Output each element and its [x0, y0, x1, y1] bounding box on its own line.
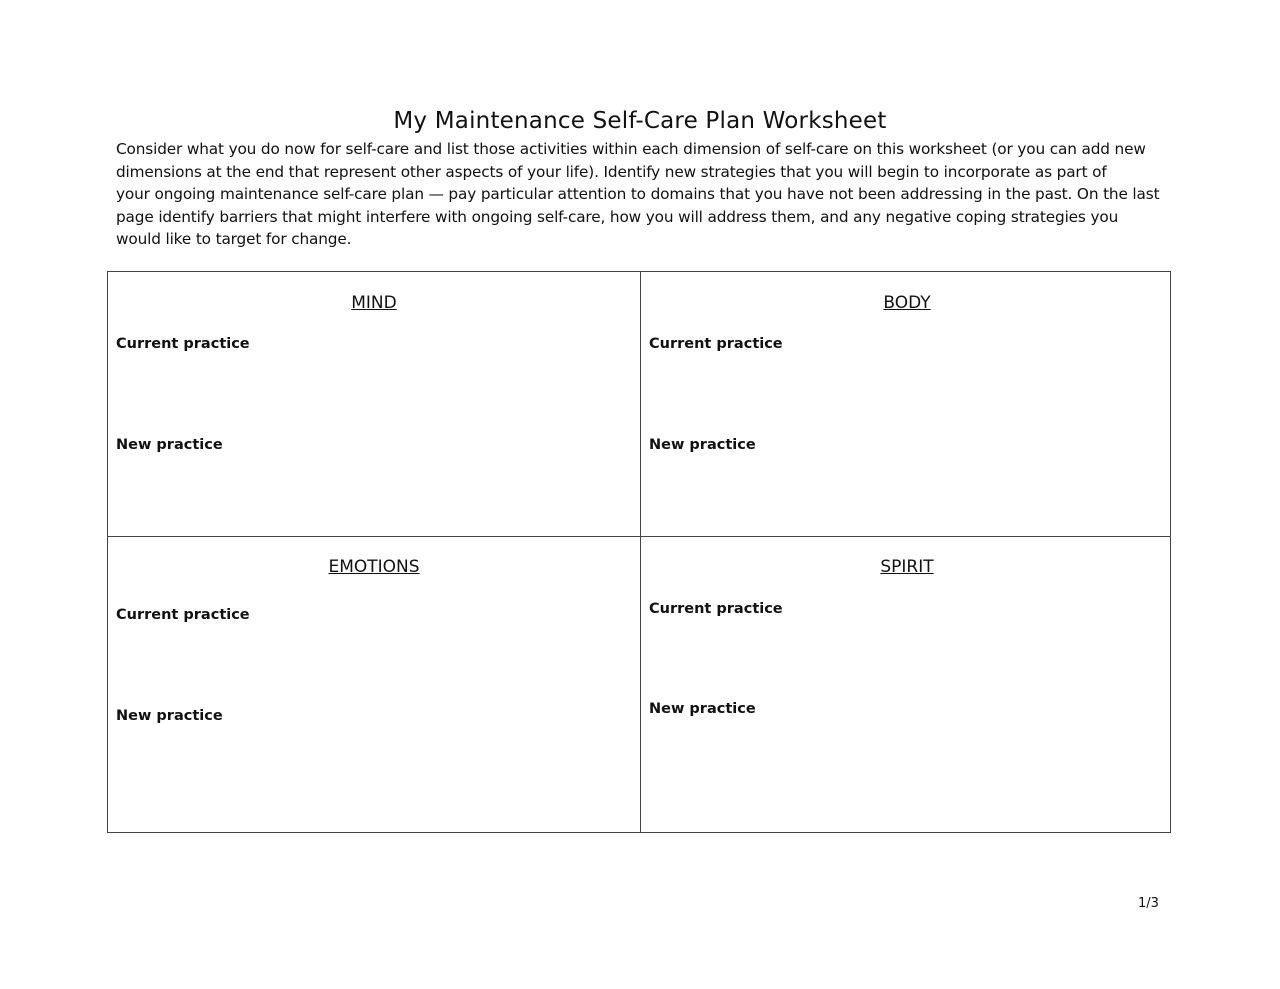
page-title: My Maintenance Self-Care Plan Worksheet [393, 108, 887, 134]
intro-line: your ongoing maintenance self-care plan — pay particular attention to domains that you have not been addressing in the past. On the last [116, 185, 1160, 203]
page-number: 1/3 [1138, 896, 1159, 911]
self-care-grid [107, 271, 1171, 833]
intro-paragraph [116, 138, 1166, 251]
emotions-heading: EMOTIONS [328, 557, 420, 577]
spirit-new-practice-label: New practice [649, 701, 756, 717]
mind-cell[interactable] [108, 272, 640, 536]
intro-line: Consider what you do now for self-care and list those activities within each dimension of self-care on this worksheet (or you can add new [116, 140, 1146, 158]
intro-line: page identify barriers that might interfere with ongoing self-care, how you will address them, and any negative coping strategies you [116, 207, 1119, 226]
emotions-new-practice-label: New practice [116, 708, 223, 724]
body-current-practice-label: Current practice [649, 336, 783, 352]
spirit-cell[interactable] [641, 537, 1173, 833]
intro-line: would like to target for change. [116, 230, 352, 248]
body-new-practice-label: New practice [649, 437, 756, 453]
mind-heading: MIND [351, 293, 397, 313]
spirit-current-practice-label: Current practice [649, 601, 783, 617]
mind-new-practice-label: New practice [116, 437, 223, 453]
emotions-cell[interactable] [108, 537, 640, 833]
body-cell[interactable] [641, 272, 1173, 536]
mind-current-practice-label: Current practice [116, 336, 250, 352]
spirit-heading: SPIRIT [880, 557, 934, 577]
emotions-current-practice-label: Current practice [116, 607, 250, 623]
body-heading: BODY [883, 293, 931, 313]
intro-line: dimensions at the end that represent other aspects of your life). Identify new strategies that you will begin to incorporate as part of [116, 162, 1107, 181]
